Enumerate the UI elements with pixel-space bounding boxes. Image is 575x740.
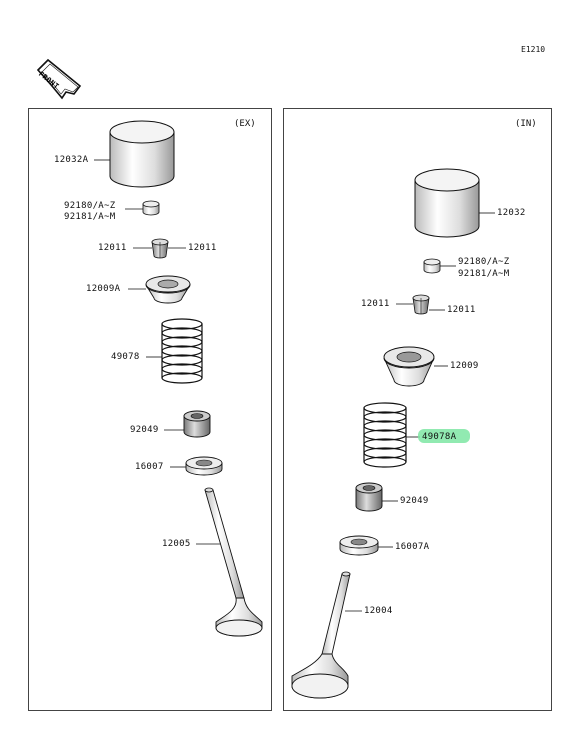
ex-label-cotter-right[interactable]: 12011 xyxy=(188,243,217,253)
ex-retainer-shape xyxy=(146,276,190,303)
in-label-valve[interactable]: 12004 xyxy=(364,606,393,616)
front-label: FRONT xyxy=(37,70,61,91)
in-cotter-shape xyxy=(413,295,429,314)
in-shim-shape xyxy=(424,259,440,273)
in-label-cotter-left[interactable]: 12011 xyxy=(361,299,390,309)
ex-seat-shape xyxy=(186,457,222,475)
in-label-tappet[interactable]: 12032 xyxy=(497,208,526,218)
ex-label-valve[interactable]: 12005 xyxy=(162,539,191,549)
ex-label-retainer[interactable]: 12009A xyxy=(86,284,121,294)
ex-label-cotter-left[interactable]: 12011 xyxy=(98,243,127,253)
in-label-seal[interactable]: 92049 xyxy=(400,496,429,506)
ex-valve-shape xyxy=(205,488,262,636)
in-retainer-shape xyxy=(384,347,434,386)
ex-spring-shape xyxy=(162,319,202,383)
diagram-code: E1210 xyxy=(521,45,546,54)
in-label-cotter-right[interactable]: 12011 xyxy=(447,305,476,315)
in-seat-shape xyxy=(340,536,378,555)
ex-tappet-shape xyxy=(110,121,174,187)
in-label-shim-2[interactable]: 92181/A~M xyxy=(458,269,510,279)
in-label-seat[interactable]: 16007A xyxy=(395,542,430,552)
ex-label-seal[interactable]: 92049 xyxy=(130,425,159,435)
in-label-shim-1[interactable]: 92180/A~Z xyxy=(458,257,510,267)
in-spring-shape xyxy=(364,403,406,467)
intake-panel-title: (IN) xyxy=(515,119,537,129)
ex-label-seat[interactable]: 16007 xyxy=(135,462,164,472)
ex-label-shim-2[interactable]: 92181/A~M xyxy=(64,212,116,222)
in-label-spring[interactable]: 49078A xyxy=(422,432,457,442)
ex-seal-shape xyxy=(184,411,210,437)
ex-label-tappet[interactable]: 12032A xyxy=(54,155,89,165)
ex-label-shim-1[interactable]: 92180/A~Z xyxy=(64,201,116,211)
ex-cotter-shape xyxy=(152,239,168,258)
ex-label-spring[interactable]: 49078 xyxy=(111,352,140,362)
ex-shim-shape xyxy=(143,201,159,215)
in-valve-shape xyxy=(292,572,350,698)
in-label-retainer[interactable]: 12009 xyxy=(450,361,479,371)
in-seal-shape xyxy=(356,483,382,511)
exhaust-panel-title: (EX) xyxy=(234,119,256,129)
in-tappet-shape xyxy=(415,169,479,237)
